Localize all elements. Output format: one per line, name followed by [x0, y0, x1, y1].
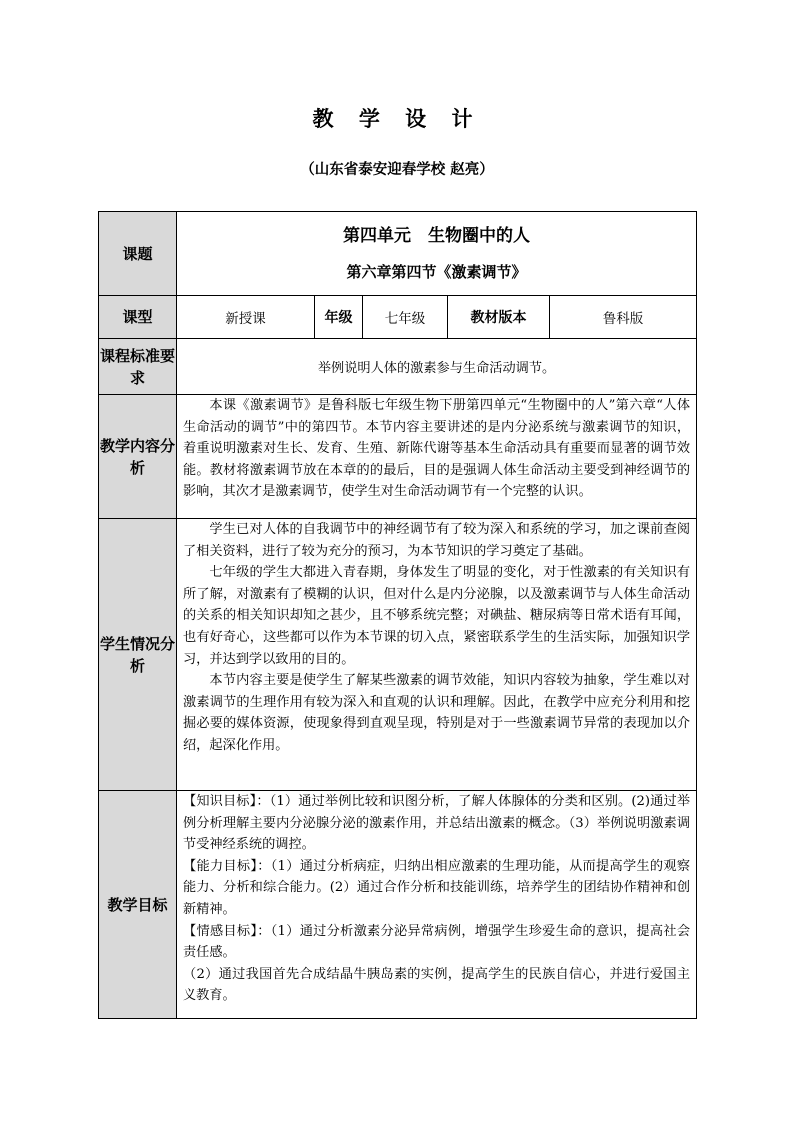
emotion-objective: 【情感目标】：（1）通过分析激素分泌异常病例，增强学生珍爱生命的意识，提高社会责任感。 [183, 923, 691, 961]
edition-value: 鲁科版 [550, 296, 697, 339]
type-value: 新授课 [177, 296, 315, 339]
content-analysis-label: 教学内容分析 [99, 395, 177, 519]
topic-row [99, 212, 697, 296]
standard-text: 举例说明人体的激素参与生命活动调节。 [177, 339, 697, 395]
knowledge-objective: 【知识目标】：（1）通过举例比较和识图分析，了解人体腺体的分类和区别。(2)通过举例分析理解主要内分泌腺分泌的激素作用，并总结出激素的概念。（3）举例说明激素调节受神经系统的调控。 [183, 794, 691, 853]
document-title: 教 学 设 计 [312, 106, 482, 131]
student-analysis-label: 学生情况分析 [99, 519, 177, 791]
standard-row [99, 339, 697, 395]
document-subtitle: （山东省泰安迎春学校 赵亮） [300, 161, 494, 178]
content-analysis-cell [177, 395, 697, 519]
topic-cell [177, 212, 697, 296]
topic-label: 课题 [99, 212, 177, 296]
grade-label: 年级 [315, 296, 363, 339]
student-analysis-cell [177, 519, 697, 791]
emotion-objective-2: （2）通过我国首先合成结晶牛胰岛素的实例，提高学生的民族自信心，并进行爱国主义教育。 [183, 966, 691, 1004]
objectives-row [99, 791, 697, 1019]
lesson-design-table [98, 211, 697, 1019]
grade-value: 七年级 [363, 296, 448, 339]
unit-title: 第四单元 生物圈中的人 [343, 225, 531, 246]
edition-label: 教材版本 [448, 296, 550, 339]
objectives-label: 教学目标 [99, 791, 177, 1019]
ability-objective: 【能力目标】：（1）通过分析病症，归纳出相应激素的生理功能，从而提高学生的观察能力、分析和综合能力。(2）通过合作分析和技能训练，培养学生的团结协作精神和创新精神。 [183, 858, 691, 917]
student-analysis-paragraph: 学生已对人体的自我调节中的神经调节有了较为深入和系统的学习，加之课前查阅了相关资料，进行了较为充分的预习，为本节知识的学习奠定了基础。 [183, 522, 691, 559]
standard-label: 课程标准要求 [99, 339, 177, 395]
student-analysis-paragraph: 七年级的学生大都进入青春期，身体发生了明显的变化，对于性激素的有关知识有所了解，对激素有了模糊的认识，但对什么是内分泌腺，以及激素调节与人体生命活动的关系的相关知识却知之甚少，且不够系统完整；对碘盐、糖尿病等日常术语有耳闻，也有好奇心，这些都可以作为本节课的切入点，紧密联系学生的生活实际，加强知识学习，并达到学以致用的目的。 [183, 565, 691, 667]
content-analysis-paragraph: 本课《激素调节》是鲁科版七年级生物下册第四单元“生物圈中的人”第六章“人体生命活动的调节”中的第四节。本节内容主要讲述的是内分泌系统与激素调节的知识，着重说明激素对生长、发育、生殖、新陈代谢等基本生命活动具有重要而显著的调节效能。教材将激素调节放在本章的的最后，目的是强调人体生命活动主要受到神经调节的影响，其次才是激素调节，使学生对生命活动调节有一个完整的认识。 [183, 398, 691, 500]
content-analysis-row [99, 395, 697, 519]
student-analysis-paragraph: 本节内容主要是使学生了解某些激素的调节效能，知识内容较为抽象，学生难以对激素调节的生理作用有较为深入和直观的认识和理解。因此，在教学中应充分利用和挖掘必要的媒体资源，使现象得到直观呈现，特别是对于一些激素调节异常的表现加以介绍，起深化作用。 [183, 673, 691, 753]
student-analysis-row [99, 519, 697, 791]
objectives-cell [177, 791, 697, 1019]
chapter-title: 第六章第四节《激素调节》 [346, 262, 527, 281]
type-row [99, 296, 697, 339]
type-label: 课型 [99, 296, 177, 339]
